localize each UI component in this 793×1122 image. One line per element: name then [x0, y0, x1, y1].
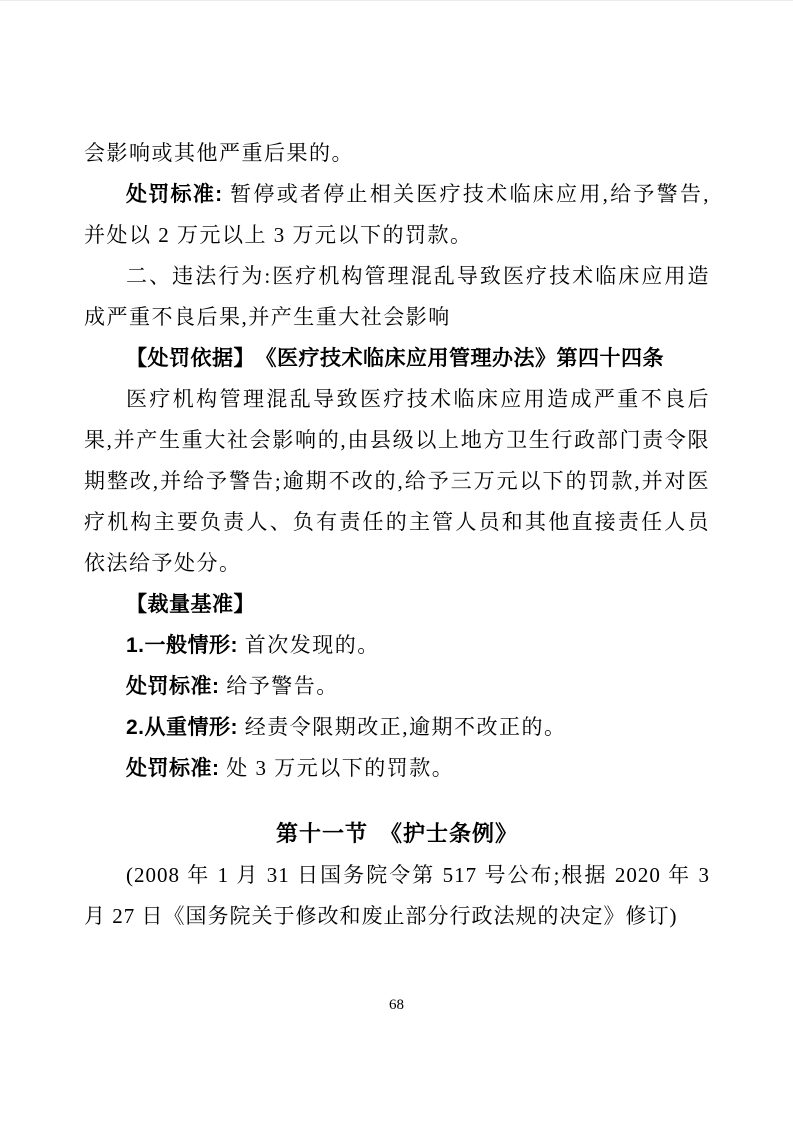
paragraph-penalty-standard-1 — [84, 174, 710, 256]
page-number — [0, 997, 793, 1014]
paragraph-aggravated-case — [84, 707, 710, 748]
paragraph-consequence-tail — [84, 133, 710, 174]
paragraph-text: 会影响或其他严重后果的。 — [84, 141, 354, 165]
paragraph-text: 二、违法行为:医疗机构管理混乱导致医疗技术临床应用造成严重不良后果,并产生重大社会影响 — [84, 264, 710, 329]
penalty-standard-label: 处罚标准: — [126, 183, 223, 206]
paragraph-discretion-heading — [84, 584, 710, 625]
paragraph-general-case — [84, 625, 710, 666]
body-text-block — [84, 133, 710, 937]
section-heading-text: 第十一节 《护士条例》 — [275, 821, 518, 846]
paragraph-violation-2 — [84, 256, 710, 338]
paragraph-penalty-basis — [84, 338, 710, 379]
paragraph-text: 医疗机构管理混乱导致医疗技术临床应用造成严重不良后果,并产生重大社会影响的,由县级以上地方卫生行政部门责令限期整改,并给予警告;逾期不改的,给予三万元以下的罚款,并对医疗机构主要负责人、负有责任的主管人员和其他直接责任人员依法给予处分。 — [84, 387, 710, 575]
section-heading — [84, 812, 710, 855]
promulgation-text: (2008 年 1 月 31 日国务院令第 517 号公布;根据 2020 年 3 月 27 日《国务院关于修改和废止部分行政法规的决定》修订) — [84, 863, 710, 928]
page-number-text: 68 — [389, 997, 404, 1013]
paragraph-text: 处 3 万元以下的罚款。 — [226, 756, 455, 780]
paragraph-text: 经责令限期改正,逾期不改正的。 — [244, 715, 567, 739]
paragraph-text: 给予警告。 — [226, 674, 339, 698]
penalty-standard-label: 处罚标准: — [126, 675, 220, 698]
paragraph-text: 【裁量基准】 — [126, 593, 255, 616]
paragraph-text: 暂停或者停止相关医疗技术临床应用,给予警告,并处以 2 万元以上 3 万元以下的罚款。 — [84, 182, 710, 247]
paragraph-general-penalty — [84, 666, 710, 707]
penalty-standard-label: 处罚标准: — [126, 757, 220, 780]
paragraph-promulgation — [84, 855, 710, 937]
paragraph-text: 【处罚依据】 《医疗技术临床应用管理办法》第四十四条 — [126, 347, 664, 370]
paragraph-regulation-article — [84, 379, 710, 584]
general-case-label: 1.一般情形: — [126, 634, 239, 657]
paragraph-text: 首次发现的。 — [244, 633, 380, 657]
paragraph-aggravated-penalty — [84, 748, 710, 789]
aggravated-case-label: 2.从重情形: — [126, 716, 239, 739]
